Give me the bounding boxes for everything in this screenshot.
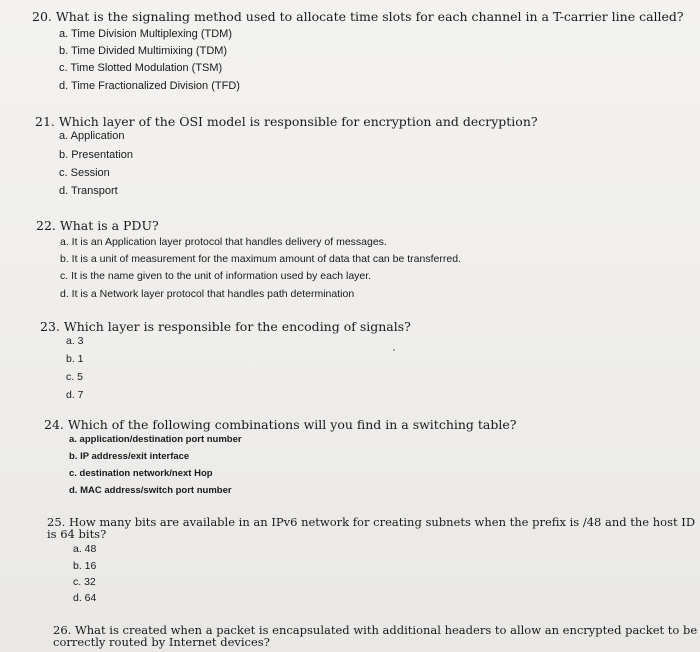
- question-22-option-b: b. It is a unit of measurement for the maximum amount of data that can be transferred.: [60, 253, 461, 265]
- question-24-stem: 24. Which of the following combinations will you find in a switching table?: [44, 417, 517, 432]
- question-21-stem: 21. Which layer of the OSI model is responsible for encryption and decryption?: [35, 114, 538, 129]
- question-21-option-b: b. Presentation: [59, 149, 133, 161]
- question-24-option-b: b. IP address/exit interface: [69, 451, 190, 462]
- question-24-option-a: a. application/destination port number: [69, 434, 242, 445]
- question-25-option-d: d. 64: [73, 592, 97, 604]
- stray-mark: [393, 349, 395, 351]
- question-23-option-c: c. 5: [66, 371, 83, 383]
- question-25-option-a: a. 48: [73, 543, 97, 555]
- question-26-stem-line-1: 26. What is created when a packet is encapsulated with additional headers to allow an encrypted packet to be: [53, 623, 698, 637]
- question-22-option-a: a. It is an Application layer protocol that handles delivery of messages.: [60, 236, 387, 248]
- question-23-option-a: a. 3: [66, 335, 84, 347]
- question-25-stem-line-1: 25. How many bits are available in an IPv6 network for creating subnets when the prefix is /48 and the host ID: [47, 515, 696, 529]
- question-23-option-d: d. 7: [66, 389, 84, 401]
- question-24-option-d: d. MAC address/switch port number: [69, 485, 232, 496]
- question-26-stem-line-2: correctly routed by Internet devices?: [53, 635, 270, 649]
- question-22-stem: 22. What is a PDU?: [36, 218, 159, 233]
- question-21-option-a: a. Application: [59, 130, 125, 142]
- question-20-option-b: b. Time Divided Multimixing (TDM): [59, 45, 228, 57]
- question-21-option-c: c. Session: [59, 167, 110, 179]
- question-21-option-d: d. Transport: [59, 185, 118, 197]
- question-24-option-c: c. destination network/next Hop: [69, 468, 213, 479]
- question-20-stem: 20. What is the signaling method used to allocate time slots for each channel in a T-carrier line called?: [32, 9, 684, 24]
- question-23-option-b: b. 1: [66, 353, 84, 365]
- question-20-option-c: c. Time Slotted Modulation (TSM): [59, 62, 223, 74]
- question-25-option-c: c. 32: [73, 576, 96, 588]
- question-22-option-c: c. It is the name given to the unit of information used by each layer.: [60, 270, 372, 282]
- question-20-option-d: d. Time Fractionalized Division (TFD): [59, 80, 240, 92]
- question-25-stem-line-2: is 64 bits?: [47, 527, 107, 541]
- question-23-stem: 23. Which layer is responsible for the encoding of signals?: [40, 319, 411, 334]
- question-25-option-b: b. 16: [73, 560, 97, 572]
- question-20-option-a: a. Time Division Multiplexing (TDM): [59, 28, 232, 40]
- question-22-option-d: d. It is a Network layer protocol that handles path determination: [60, 288, 355, 300]
